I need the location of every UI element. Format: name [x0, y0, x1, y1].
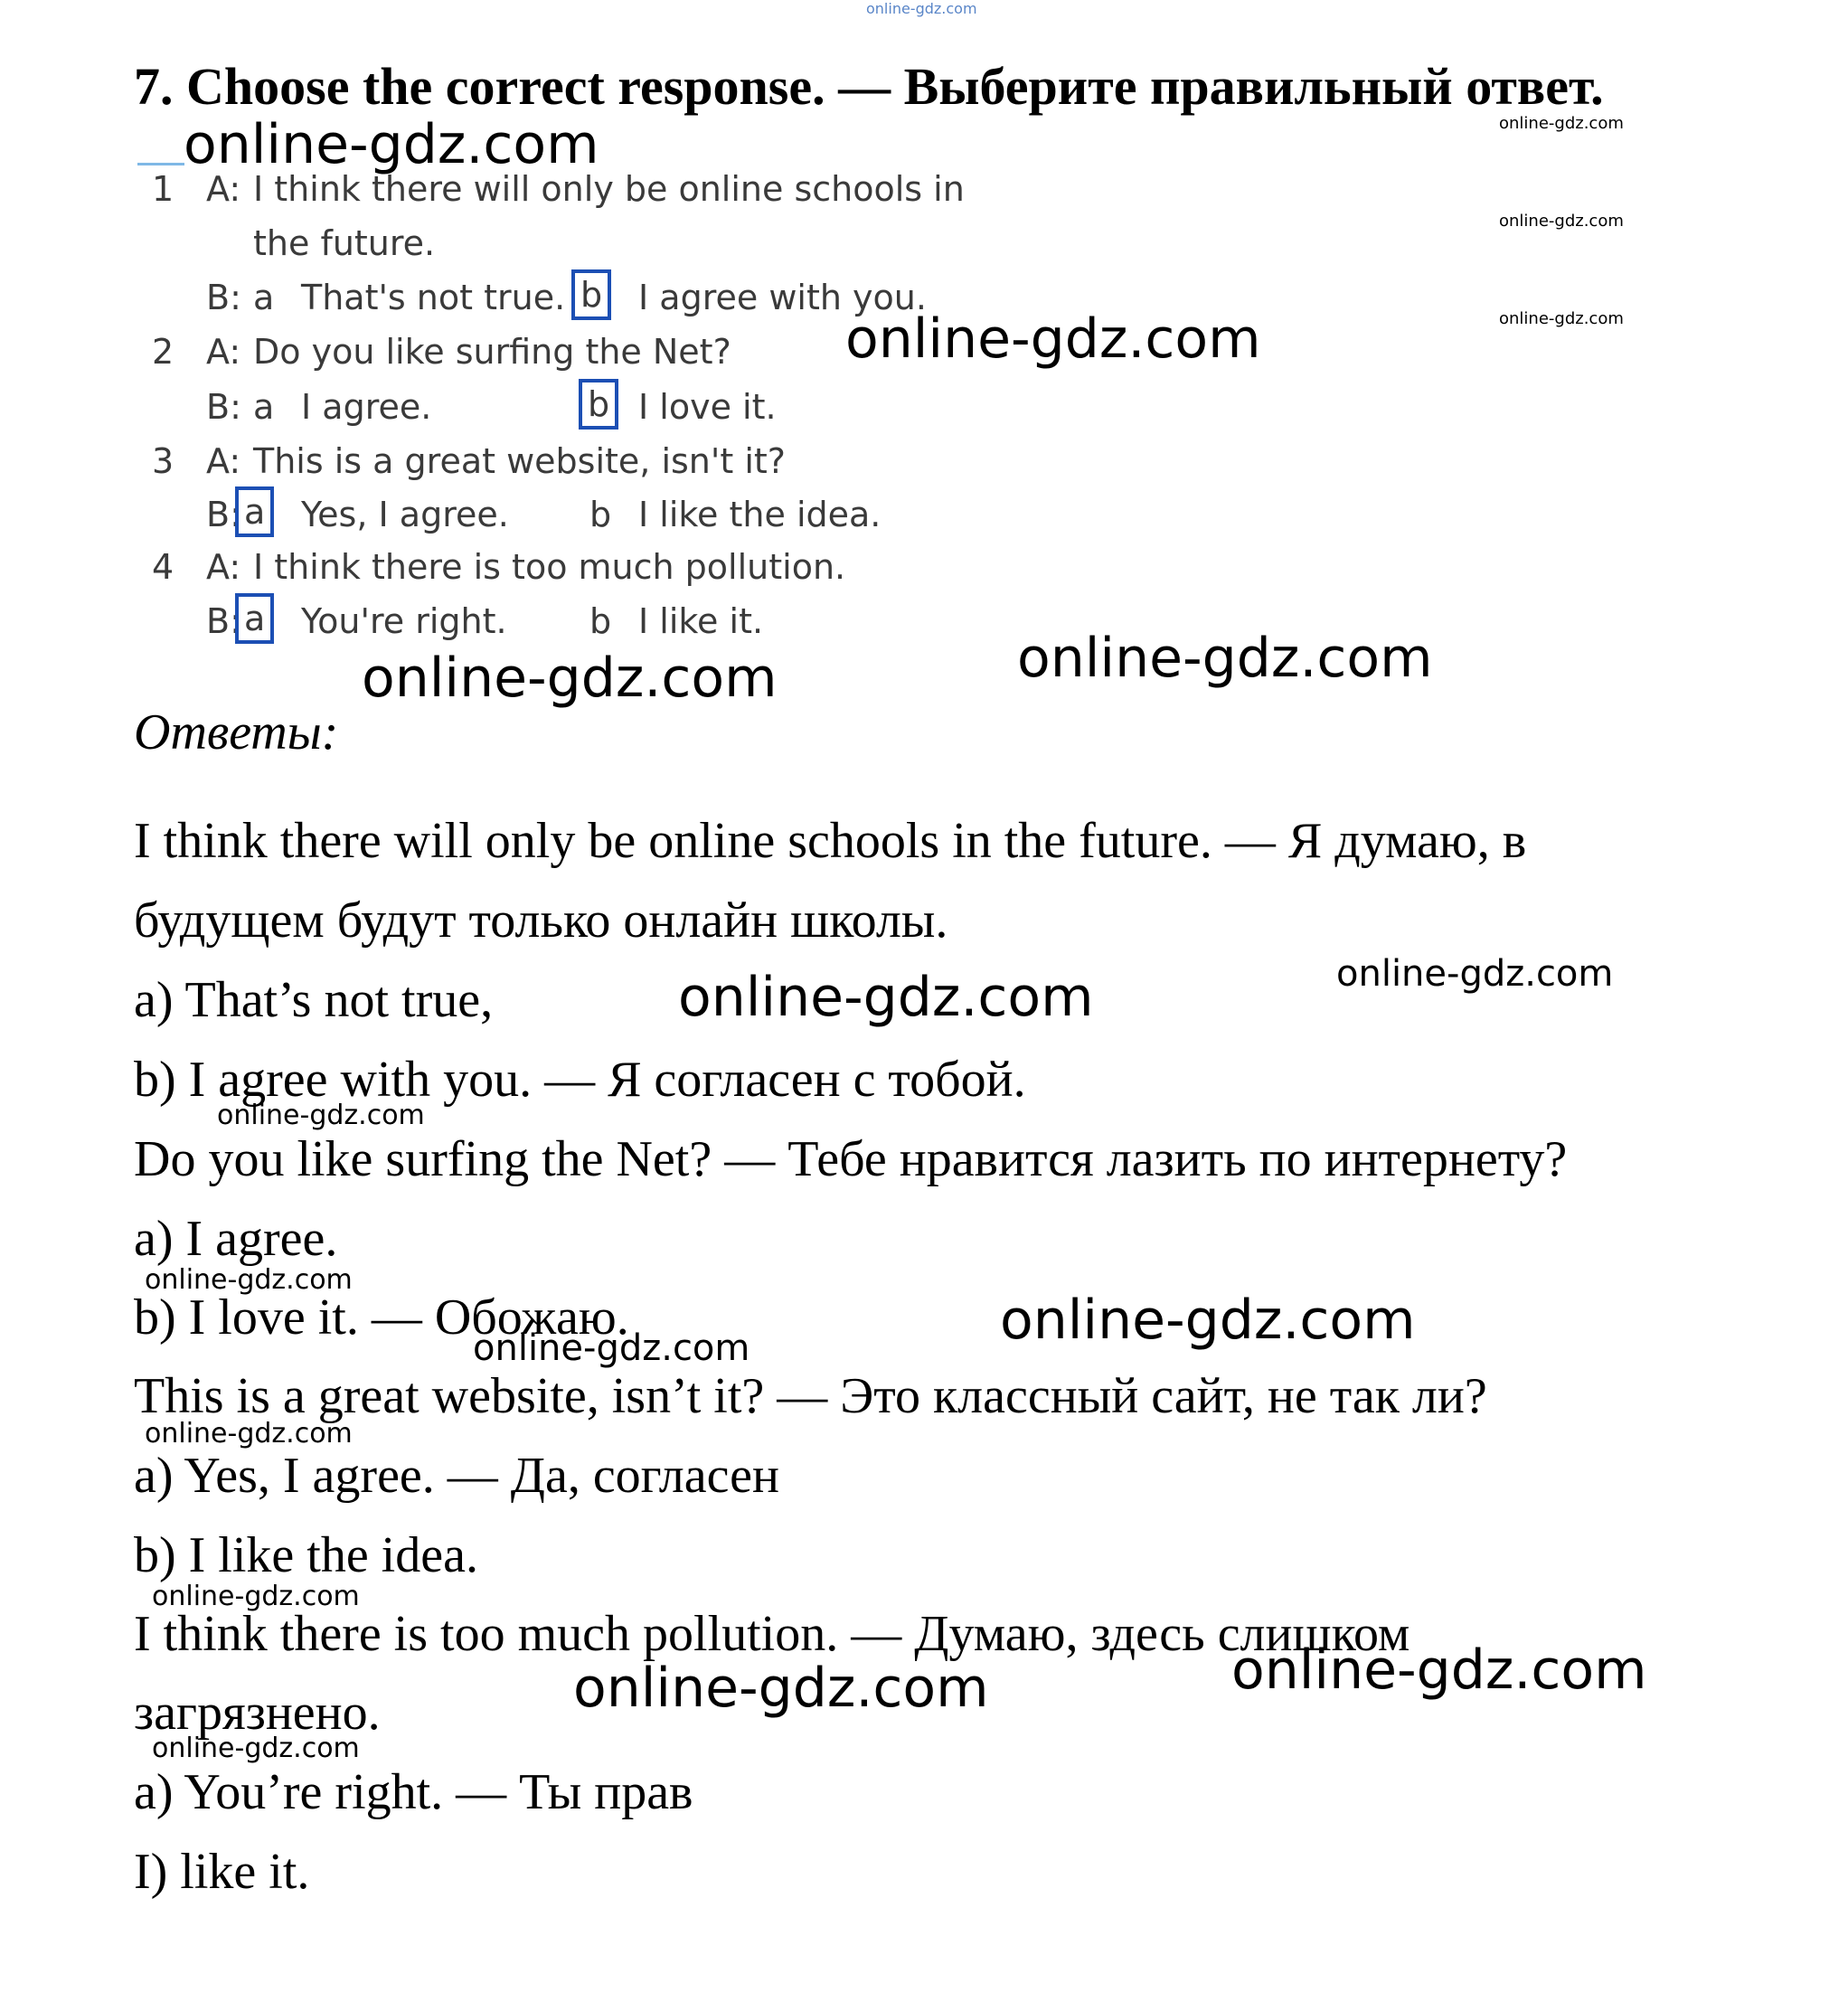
- selected-option-box: [571, 269, 611, 320]
- option-text: I agree.: [301, 387, 432, 427]
- option-text: That's not true.: [301, 278, 566, 317]
- question-text: Do you like surfing the Net?: [253, 332, 731, 372]
- watermark-small: online-gdz.com: [217, 1100, 425, 1131]
- watermark-small: online-gdz.com: [1499, 212, 1624, 231]
- answer-line: I) like it.: [134, 1844, 310, 1900]
- speaker-a-label: A:: [206, 441, 241, 481]
- option-letter: b: [589, 601, 612, 641]
- question-text-cont: the future.: [253, 223, 436, 263]
- option-letter-selected: b: [579, 379, 618, 430]
- answer-line: загрязнено.: [134, 1685, 381, 1741]
- speaker-b-label: B:: [206, 387, 241, 427]
- selected-option-box: [579, 379, 618, 430]
- selected-option-box: [235, 593, 274, 644]
- answer-line: I think there is too much pollution. — Думаю, здесь слишком: [134, 1606, 1410, 1662]
- watermark-small: online-gdz.com: [152, 1733, 360, 1764]
- watermark-large: online-gdz.com: [845, 307, 1261, 371]
- answer-line: This is a great website, isn’t it? — Это классный сайт, не так ли?: [134, 1368, 1487, 1424]
- watermark-large: online-gdz.com: [1231, 1638, 1647, 1702]
- answer-line: a) Yes, I agree. — Да, согласен: [134, 1448, 779, 1504]
- watermark-large: online-gdz.com: [184, 113, 599, 176]
- speaker-b-label: B:: [206, 278, 241, 317]
- watermark-small: online-gdz.com: [1499, 309, 1624, 328]
- answer-line: будущем будут только онлайн школы.: [134, 892, 948, 949]
- speaker-b-label: B:: [206, 601, 241, 641]
- speaker-a-label: A:: [206, 547, 241, 587]
- decorative-line: [137, 163, 184, 165]
- option-letter: b: [589, 495, 612, 534]
- answer-line: a) You’re right. — Ты прав: [134, 1764, 693, 1820]
- watermark-top: online-gdz.com: [866, 0, 977, 17]
- option-letter: a: [253, 278, 275, 317]
- answer-line: I think there will only be online schools in the future. — Я думаю, в: [134, 813, 1527, 869]
- answer-line: b) I like the idea.: [134, 1527, 478, 1583]
- item-number: 1: [152, 169, 174, 209]
- option-letter: a: [253, 387, 275, 427]
- option-text: I agree with you.: [638, 278, 927, 317]
- watermark-large: online-gdz.com: [573, 1657, 989, 1720]
- speaker-b-label: B:: [206, 495, 241, 534]
- watermark-large: online-gdz.com: [678, 966, 1094, 1029]
- option-letter-selected: b: [571, 269, 611, 320]
- item-number: 3: [152, 441, 174, 481]
- watermark-large: online-gdz.com: [362, 647, 778, 710]
- watermark-small: online-gdz.com: [145, 1418, 353, 1450]
- item-number: 4: [152, 547, 174, 587]
- item-number: 2: [152, 332, 174, 372]
- answer-line: a) I agree.: [134, 1211, 338, 1267]
- question-text: I think there is too much pollution.: [253, 547, 846, 587]
- page-title: 7. Choose the correct response. — Выберите правильный ответ.: [134, 57, 1604, 116]
- option-text: I love it.: [638, 387, 777, 427]
- watermark-large: online-gdz.com: [1000, 1289, 1416, 1352]
- answers-heading: Ответы:: [134, 704, 339, 760]
- option-text: Yes, I agree.: [301, 495, 509, 534]
- watermark-medium: online-gdz.com: [473, 1327, 750, 1369]
- watermark-small: online-gdz.com: [145, 1264, 353, 1296]
- option-text: You're right.: [301, 601, 507, 641]
- selected-option-box: [235, 486, 274, 537]
- answer-line: Do you like surfing the Net? — Тебе нравится лазить по интернету?: [134, 1131, 1568, 1187]
- speaker-a-label: A:: [206, 169, 241, 209]
- question-text: This is a great website, isn't it?: [253, 441, 786, 481]
- option-text: I like the idea.: [638, 495, 882, 534]
- watermark-small: online-gdz.com: [1499, 114, 1624, 133]
- answer-line: b) I love it. — Обожаю.: [134, 1289, 629, 1346]
- watermark-small: online-gdz.com: [152, 1581, 360, 1612]
- option-text: I like it.: [638, 601, 764, 641]
- option-letter-selected: a: [235, 486, 274, 537]
- option-letter-selected: a: [235, 593, 274, 644]
- watermark-medium: online-gdz.com: [1336, 953, 1614, 995]
- answer-line: b) I agree with you. — Я согласен с тобой.: [134, 1052, 1026, 1108]
- watermark-large: online-gdz.com: [1017, 627, 1433, 690]
- answer-line: a) That’s not true,: [134, 972, 494, 1028]
- speaker-a-label: A:: [206, 332, 241, 372]
- question-text: I think there will only be online schools in: [253, 169, 965, 209]
